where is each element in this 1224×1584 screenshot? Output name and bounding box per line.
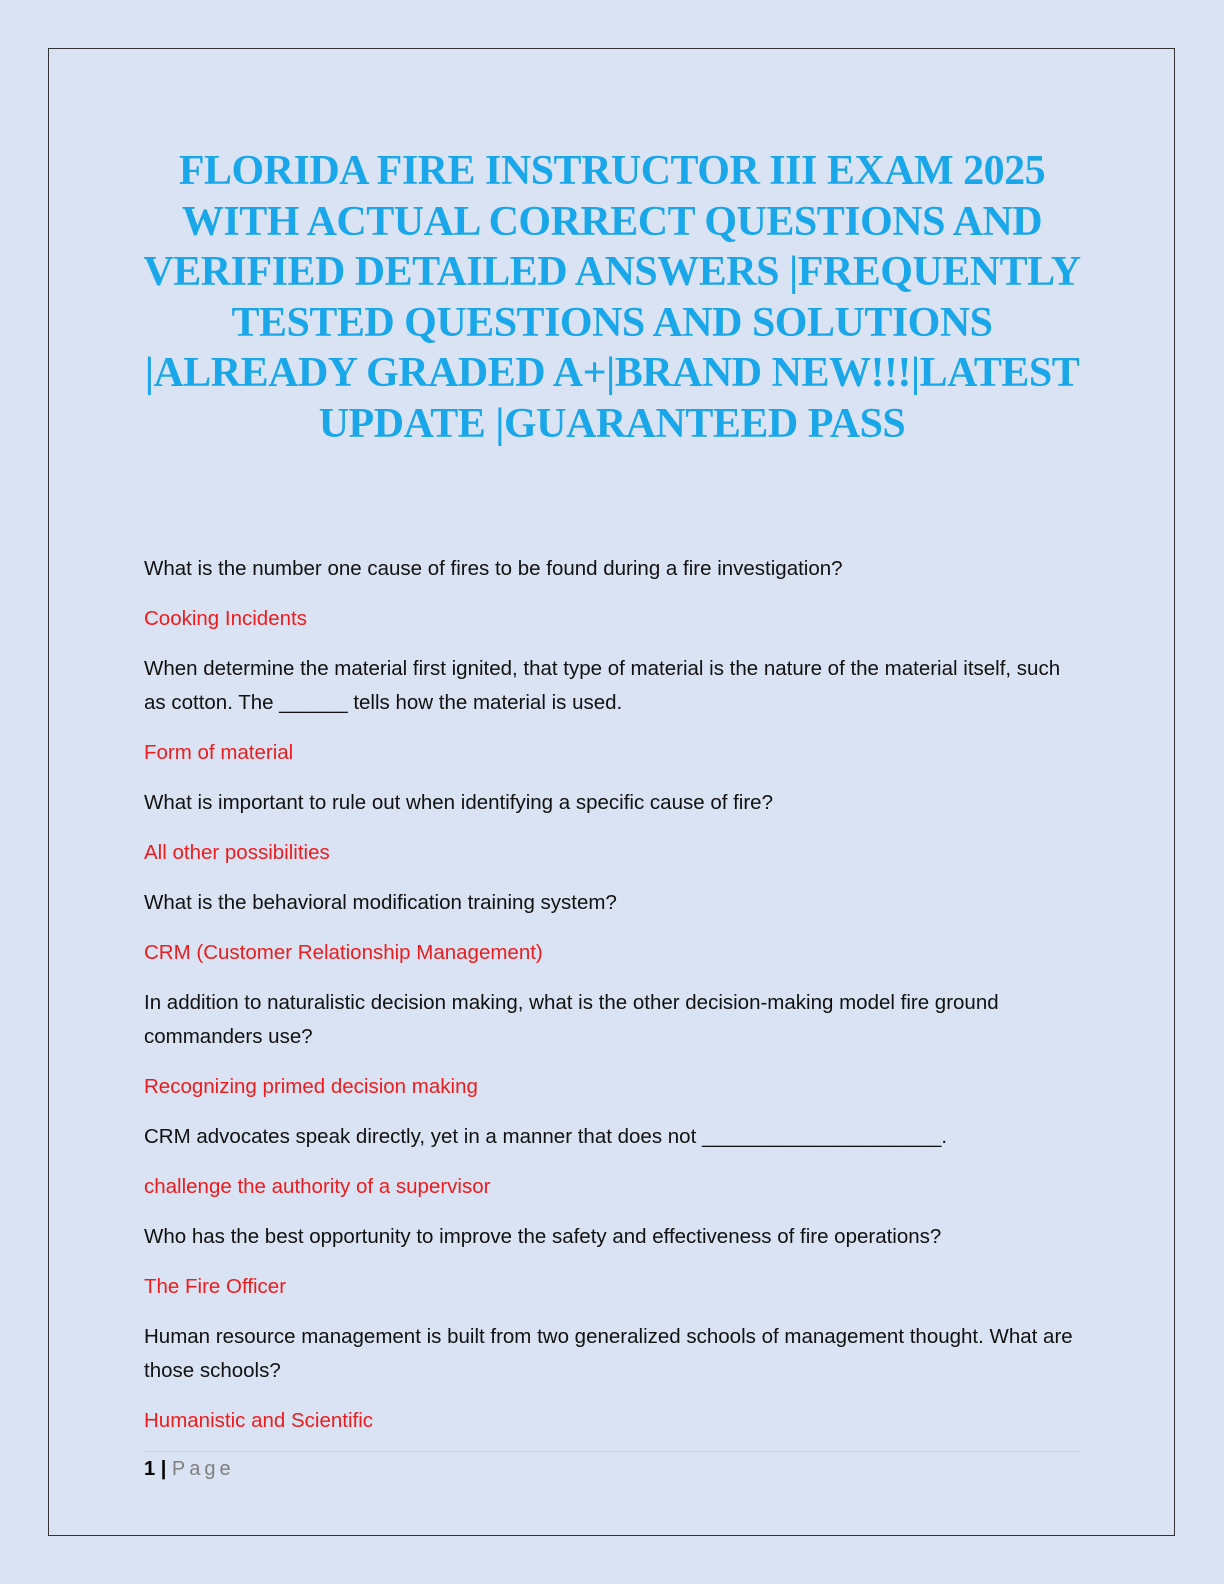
answer-text: Form of material <box>144 741 294 764</box>
question-text: Who has the best opportunity to improve the safety and effectiveness of fire operations? <box>144 1225 942 1248</box>
qa-item <box>144 1120 1084 1204</box>
qa-item <box>144 986 1084 1104</box>
answer-text: Humanistic and Scientific <box>144 1409 374 1432</box>
answer-text: Cooking Incidents <box>144 607 307 630</box>
qa-list <box>144 552 1084 1454</box>
answer-text: The Fire Officer <box>144 1275 287 1298</box>
page-footer <box>144 1454 235 1484</box>
question-text: What is the behavioral modification training system? <box>144 891 617 914</box>
qa-item <box>144 652 1084 770</box>
page-label: Page <box>171 1458 235 1480</box>
document-title: FLORIDA FIRE INSTRUCTOR III EXAM 2025 WITH ACTUAL CORRECT QUESTIONS AND VERIFIED DETAILED ANSWERS |FREQUENTLY TESTED QUESTIONS AND SOLUTIONS |ALREADY GRADED A+|BRAND NEW!!!|LATEST UPDATE |GUARANTEED PASS <box>143 148 1081 447</box>
question-text: CRM advocates speak directly, yet in a manner that does not _____________________. <box>144 1125 948 1148</box>
answer-text: All other possibilities <box>144 841 330 864</box>
qa-item <box>144 1320 1084 1438</box>
footer-separator: | <box>160 1458 167 1480</box>
question-text: When determine the material first ignited, that type of material is the nature of the material itself, such as cotton. The ______ tells how the material is used. <box>144 657 1061 714</box>
question-text: Human resource management is built from two generalized schools of management thought. What are those schools? <box>144 1325 1073 1382</box>
question-text: What is the number one cause of fires to be found during a fire investigation? <box>144 557 843 580</box>
qa-item <box>144 552 1084 636</box>
qa-item <box>144 786 1084 870</box>
qa-item <box>144 1220 1084 1304</box>
question-text: What is important to rule out when identifying a specific cause of fire? <box>144 791 773 814</box>
page-number: 1 <box>144 1458 156 1480</box>
question-text: In addition to naturalistic decision making, what is the other decision-making model fire ground commanders use? <box>144 991 999 1048</box>
footer-divider <box>144 1451 1081 1452</box>
qa-item <box>144 886 1084 970</box>
answer-text: challenge the authority of a supervisor <box>144 1175 491 1198</box>
answer-text: Recognizing primed decision making <box>144 1075 478 1098</box>
answer-text: CRM (Customer Relationship Management) <box>144 941 543 964</box>
